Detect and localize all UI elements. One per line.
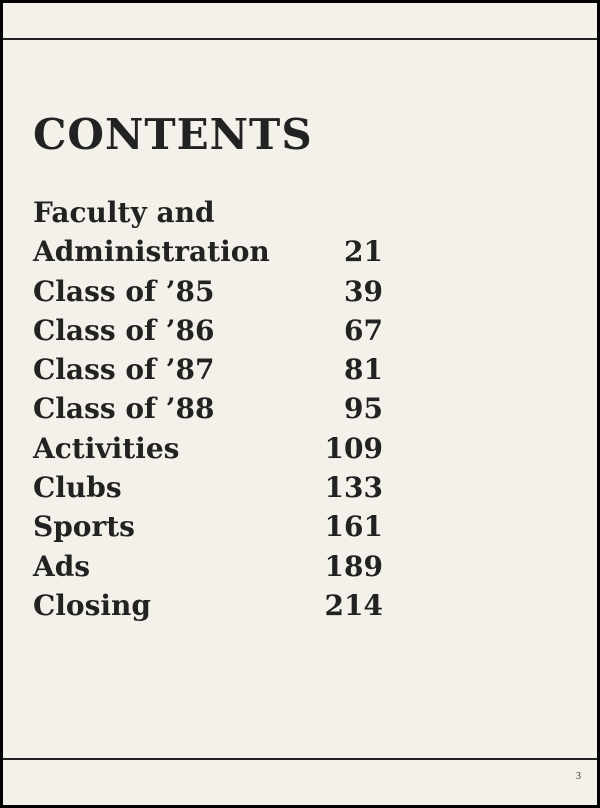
table-of-contents	[33, 193, 383, 625]
toc-entry-label: Closing	[33, 588, 151, 622]
toc-entry	[33, 389, 383, 428]
toc-entry-page: 161	[324, 510, 383, 544]
toc-entry-label: Class of ’88	[33, 392, 215, 426]
page-number: 3	[576, 771, 581, 782]
page-title: CONTENTS	[33, 110, 313, 159]
toc-entry	[33, 272, 383, 311]
toc-entry-label: Clubs	[33, 471, 122, 505]
toc-entry	[33, 311, 383, 350]
toc-entry-label: Sports	[33, 510, 135, 544]
toc-entry-label: Ads	[33, 549, 91, 583]
toc-entry	[33, 350, 383, 389]
toc-entry	[33, 586, 383, 625]
top-rule	[3, 38, 597, 40]
toc-entry-page: 109	[324, 431, 383, 465]
toc-entry-page: 67	[344, 313, 383, 347]
toc-entry	[33, 547, 383, 586]
toc-entry-page: 95	[344, 392, 383, 426]
toc-entry	[33, 429, 383, 468]
bottom-rule	[3, 758, 597, 760]
toc-entry-page: 21	[344, 235, 383, 269]
toc-entry	[33, 232, 383, 271]
contents-page	[3, 3, 597, 805]
toc-entry-label: Administration	[33, 235, 270, 269]
toc-entry-page: 214	[324, 588, 383, 622]
toc-entry-page: 81	[344, 353, 383, 387]
toc-entry-page: 39	[344, 274, 383, 308]
toc-entry	[33, 193, 383, 232]
toc-entry-label: Class of ’86	[33, 313, 215, 347]
toc-entry-page: 133	[324, 471, 383, 505]
toc-entry-label: Class of ’87	[33, 353, 215, 387]
toc-entry-page: 189	[324, 549, 383, 583]
toc-entry-label: Faculty and	[33, 196, 215, 229]
toc-entry-label: Class of ’85	[33, 274, 215, 308]
toc-entry	[33, 468, 383, 507]
toc-entry	[33, 507, 383, 546]
toc-entry-label: Activities	[33, 431, 180, 465]
